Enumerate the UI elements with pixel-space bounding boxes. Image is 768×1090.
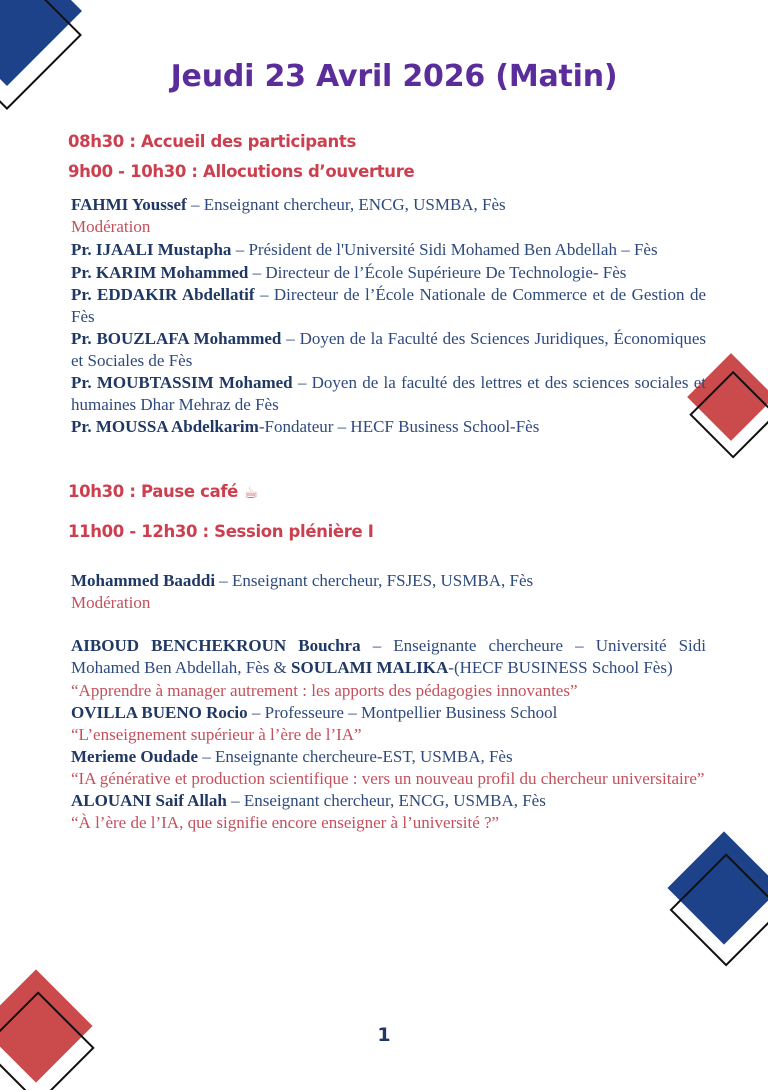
speaker-name: Pr. IJAALI Mustapha — [71, 240, 232, 260]
coffee-break-label: 10h30 : Pause café — [68, 482, 244, 502]
speaker-name: Pr. BOUZLAFA Mohammed — [71, 328, 282, 348]
list-item — [68, 746, 706, 768]
speaker-name: AIBOUD BENCHEKROUN Bouchra — [71, 636, 361, 656]
speaker-name: ALOUANI Saif Allah — [71, 790, 227, 810]
talk-title: “IA générative et production scientifique : vers un nouveau profil du chercheur universitaire” — [71, 768, 705, 788]
section-heading-welcome: 08h30 : Accueil des participants — [68, 132, 356, 151]
speaker-affiliation: – Enseignant chercheur, ENCG, USMBA, Fès — [226, 790, 546, 810]
speaker-affiliation: – Président de l'Université Sidi Mohamed Ben Abdellah – Fès — [231, 240, 658, 260]
speaker-name: Merieme Oudade — [71, 746, 198, 766]
list-item — [68, 372, 706, 416]
coffee-cup-icon: ☕ — [243, 483, 259, 504]
section-heading-opening: 9h00 - 10h30 : Allocutions d’ouverture — [68, 162, 415, 182]
speaker-name: Pr. EDDAKIR Abdellatif — [71, 284, 255, 304]
talk-title: “L’enseignement supérieur à l’ère de l’IA” — [71, 724, 362, 744]
speaker-name: OVILLA BUENO Rocio — [71, 702, 248, 722]
decoration-diamond-bottom-right — [667, 831, 768, 944]
moderation-label: Modération — [71, 593, 151, 613]
list-item — [68, 262, 706, 284]
moderator-affiliation: – Enseignant chercheur, FSJES, USMBA, Fès — [215, 571, 534, 591]
moderator-entry — [68, 194, 706, 216]
list-item — [68, 328, 706, 372]
moderator-entry — [68, 570, 706, 592]
speaker-name-secondary: SOULAMI MALIKA — [291, 658, 449, 678]
page-number: 1 — [377, 1024, 391, 1046]
speaker-affiliation: – Professeure – Montpellier Business School — [247, 702, 558, 722]
talk-title: “À l’ère de l’IA, que signifie encore enseigner à l’université ?” — [71, 813, 500, 833]
section-heading-coffee-break — [68, 482, 706, 504]
agenda-body — [0, 132, 768, 834]
list-item — [68, 635, 706, 679]
speaker-affiliation: – Directeur de l’École Nationale de Commerce et de Gestion de Fès — [71, 284, 706, 326]
list-item — [68, 239, 706, 261]
speaker-name: Pr. MOUBTASSIM Mohamed — [71, 373, 293, 392]
speaker-affiliation-secondary: -(HECF BUSINESS School Fès) — [448, 658, 673, 678]
list-item — [68, 702, 706, 724]
list-item — [68, 416, 706, 438]
section-heading-plenary: 11h00 - 12h30 : Session plénière I — [68, 522, 374, 542]
spacer — [68, 615, 706, 635]
speaker-affiliation: – Enseignante chercheure – Université Sidi Mohamed Ben Abdellah, Fès & — [71, 636, 706, 678]
speaker-name: Pr. KARIM Mohammed — [71, 262, 249, 282]
speaker-affiliation: – Doyen de la faculté des lettres et des sciences sociales et humaines Dhar Mehraz de Fès — [71, 373, 706, 415]
speaker-name: Pr. MOUSSA Abdelkarim — [71, 417, 259, 437]
speaker-affiliation: – Doyen de la Faculté des Sciences Juridiques, Économiques et Sociales de Fès — [71, 328, 706, 370]
speaker-affiliation: – Directeur de l’École Supérieure De Technologie- Fès — [248, 262, 627, 282]
list-item — [68, 790, 706, 812]
talk-title: “Apprendre à manager autrement : les apports des pédagogies innovantes” — [71, 680, 578, 700]
page-title: Jeudi 23 Avril 2026 (Matin) — [170, 59, 618, 94]
list-item — [68, 284, 706, 328]
moderator-affiliation: – Enseignant chercheur, ENCG, USMBA, Fès — [186, 195, 506, 215]
speaker-affiliation: -Fondateur – HECF Business School-Fès — [258, 417, 540, 437]
moderator-name: FAHMI Youssef — [71, 195, 187, 215]
moderation-label: Modération — [71, 217, 151, 237]
speaker-affiliation: – Enseignante chercheure-EST, USMBA, Fès — [198, 746, 513, 766]
spacer — [68, 542, 706, 570]
moderator-name: Mohammed Baaddi — [71, 571, 216, 591]
spacer — [68, 438, 706, 482]
